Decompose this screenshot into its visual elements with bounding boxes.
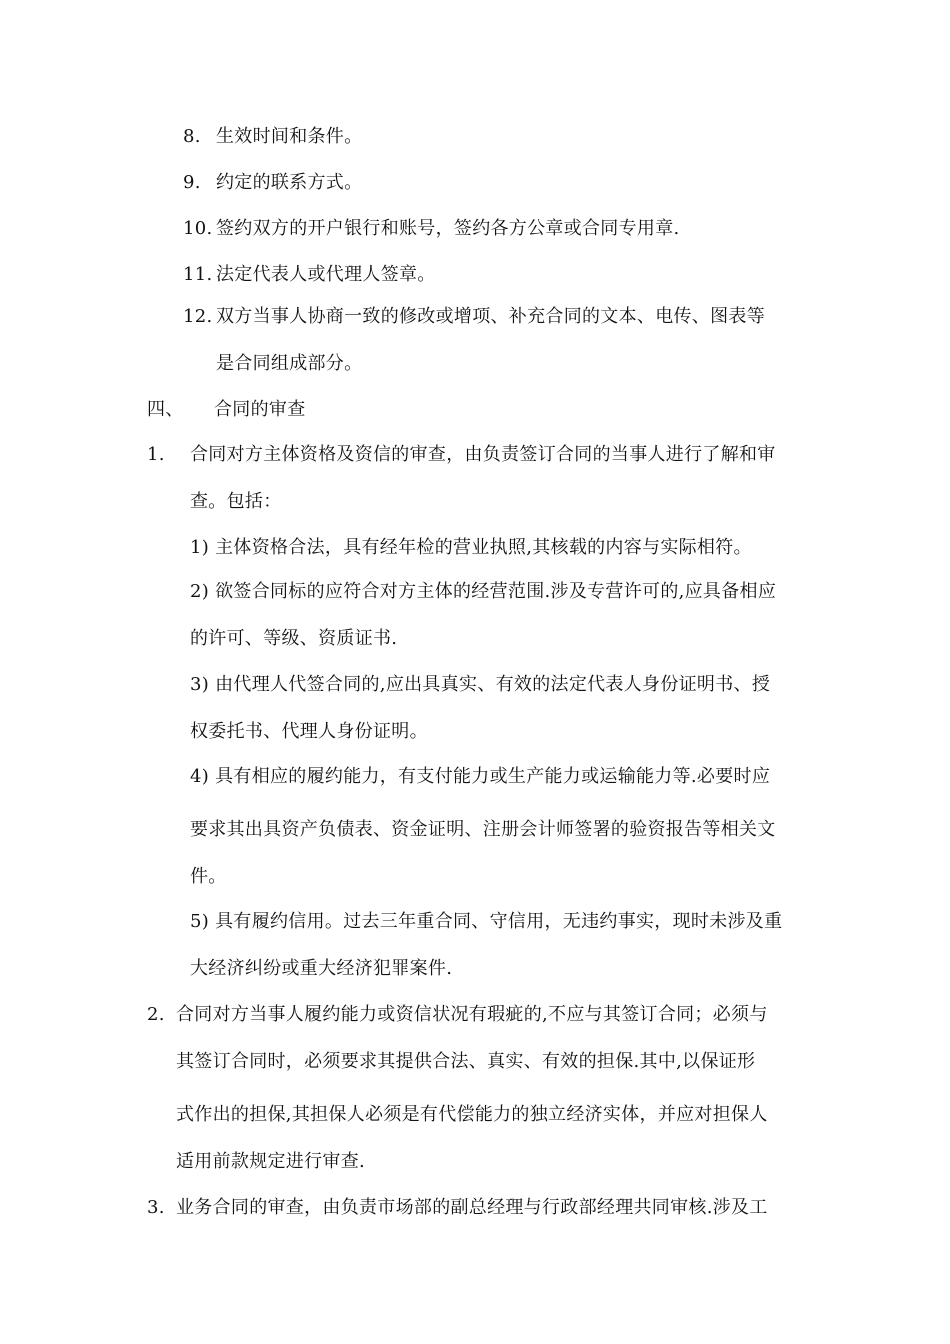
- sub-item-2-continuation: 的许可、等级、资质证书.: [190, 628, 398, 649]
- list-item-10: [183, 217, 680, 241]
- item-number: 12.: [183, 306, 213, 327]
- item-text: 生效时间和条件。: [216, 126, 363, 147]
- review-item-3: [147, 1196, 768, 1220]
- item-text: 法定代表人或代理人签章。: [216, 264, 436, 285]
- item-text: 合同对方主体资格及资信的审查，由负责签订合同的当事人进行了解和审: [190, 444, 776, 465]
- list-item-12: [183, 305, 765, 329]
- item-number: 9.: [183, 172, 201, 193]
- sub-item-1: 1) 主体资格合法，具有经年检的营业执照,其核载的内容与实际相符。: [190, 537, 752, 558]
- item-text: 约定的联系方式。: [216, 172, 363, 193]
- item-number: 11.: [183, 264, 213, 285]
- item-number: 3.: [147, 1197, 165, 1218]
- section-title: 合同的审查: [214, 399, 306, 420]
- sub-item-5-continuation: 大经济纠纷或重大经济犯罪案件.: [190, 958, 453, 979]
- sub-item-5: 5) 具有履约信用。过去三年重合同、守信用，无违约事实，现时未涉及重: [190, 911, 783, 932]
- list-item-12-continuation: 是合同组成部分。: [216, 353, 363, 374]
- sub-item-2: 2) 欲签合同标的应符合对方主体的经营范围.涉及专营许可的,应具备相应: [190, 581, 777, 602]
- item-number: 10.: [183, 218, 213, 239]
- item-number: 1.: [147, 444, 165, 465]
- sub-item-4-continuation-2: 件。: [190, 866, 227, 887]
- item-number: 8.: [183, 126, 201, 147]
- list-item-8: [183, 125, 362, 149]
- review-item-2-continuation-2: 式作出的担保,其担保人必须是有代偿能力的独立经济实体，并应对担保人: [176, 1104, 768, 1125]
- sub-item-3: 3) 由代理人代签合同的,应出具真实、有效的法定代表人身份证明书、授: [190, 674, 771, 695]
- sub-item-4-continuation: 要求其出具资产负债表、资金证明、注册会计师签署的验资报告等相关文: [190, 819, 776, 840]
- review-item-1-continuation: 查。包括：: [190, 491, 282, 512]
- sub-item-4: 4) 具有相应的履约能力，有支付能力或生产能力或运输能力等.必要时应: [190, 766, 771, 787]
- review-item-2-continuation-1: 其签订合同时，必须要求其提供合法、真实、有效的担保.其中,以保证形: [176, 1051, 756, 1072]
- item-text: 业务合同的审查，由负责市场部的副总经理与行政部经理共同审核.涉及工: [176, 1197, 768, 1218]
- item-text: 合同对方当事人履约能力或资信状况有瑕疵的,不应与其签订合同；必须与: [176, 1004, 768, 1025]
- section-number: 四、: [147, 399, 184, 420]
- item-number: 2.: [147, 1004, 165, 1025]
- review-item-2: [147, 1003, 768, 1027]
- review-item-2-continuation-3: 适用前款规定进行审查.: [176, 1151, 366, 1172]
- section-heading: [147, 398, 306, 422]
- review-item-1: [147, 443, 776, 467]
- item-text: 双方当事人协商一致的修改或增项、补充合同的文本、电传、图表等: [216, 306, 765, 327]
- list-item-9: [183, 171, 362, 195]
- list-item-11: [183, 263, 436, 287]
- sub-item-3-continuation: 权委托书、代理人身份证明。: [190, 721, 428, 742]
- item-text: 签约双方的开户银行和账号，签约各方公章或合同专用章.: [216, 218, 680, 239]
